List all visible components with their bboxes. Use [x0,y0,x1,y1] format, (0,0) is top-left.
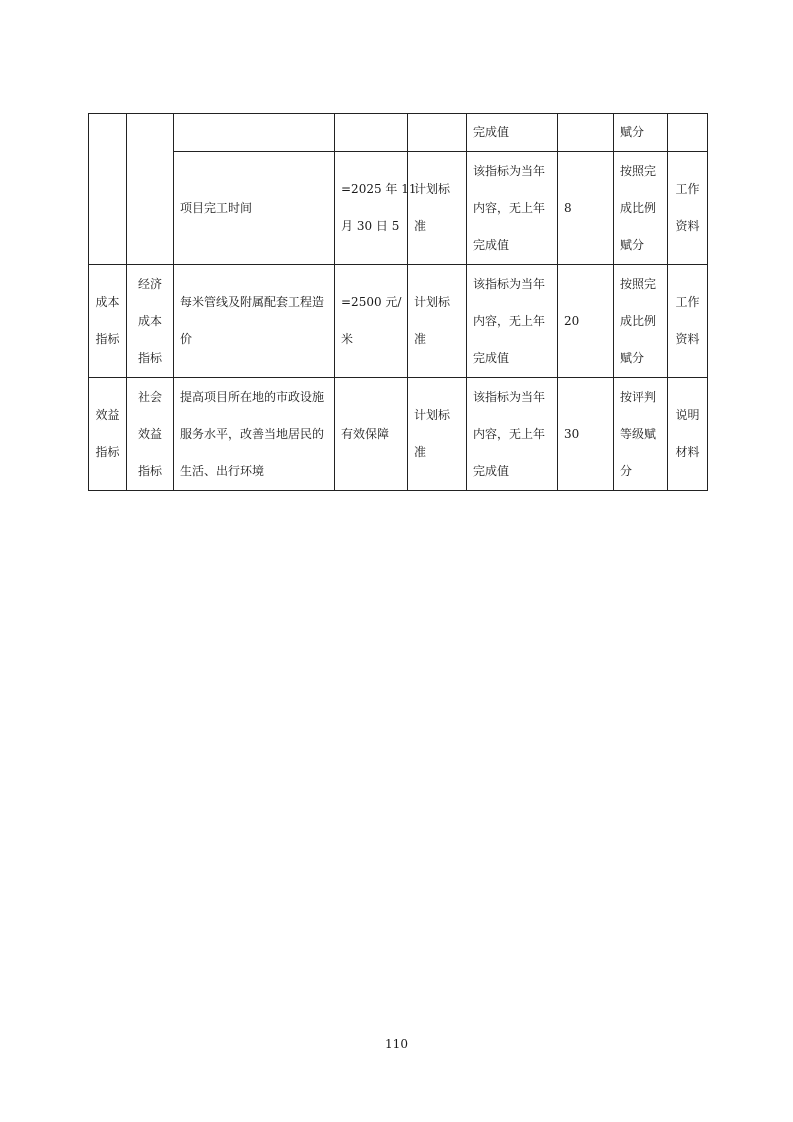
cell-text: 指标 [137,463,162,478]
cell-text: 内容，无上年 [473,313,546,328]
cell-level1 [89,265,127,378]
cell-text: 米 [341,332,354,346]
cell-text: 社会 [137,389,162,404]
cell-text: 完成值 [473,237,510,252]
cell-method [614,114,668,152]
cell-text: 完成值 [473,463,510,478]
cell-text: 等级赋 [620,426,657,441]
cell-text: 分 [620,463,633,478]
cell-standard [408,265,467,378]
cell-text: 30 [564,426,580,441]
cell-evidence [668,265,708,378]
cell-target [335,378,408,491]
cell-explanation [467,114,558,152]
cell-explanation [467,152,558,265]
cell-target [335,114,408,152]
cell-text: 效益 [95,408,120,422]
cell-text: =2500 元/ [341,295,402,309]
cell-text: 8 [564,200,572,215]
cell-text: 说明 [675,408,700,422]
table-row [89,378,708,491]
cell-text: 服务水平，改善当地居民的 [180,426,325,441]
cell-level2 [127,265,174,378]
table-row [89,265,708,378]
cell-explanation [467,378,558,491]
cell-level1 [89,378,127,491]
table-body [89,114,708,491]
cell-target [335,265,408,378]
cell-method [614,152,668,265]
cell-text: 按照完 [620,276,657,291]
cell-text: 准 [414,219,427,233]
cell-standard [408,378,467,491]
cell-text: 有效保障 [341,426,390,441]
cell-standard [408,114,467,152]
cell-level2 [127,378,174,491]
cell-text: 经济 [137,276,162,291]
cell-text: 计划标 [414,182,451,196]
cell-indicator [174,152,335,265]
page-number: 110 [385,1037,408,1051]
cell-text: 赋分 [620,350,645,365]
cell-text: 工作 [675,182,700,196]
cell-text: 该指标为当年 [473,389,546,404]
table-row [89,152,708,265]
cell-weight [558,265,614,378]
cell-text: 20 [564,313,580,328]
cell-text: 工作 [675,295,700,309]
cell-text: 生活、出行环境 [180,463,265,478]
cell-text: 计划标 [414,408,451,422]
cell-standard [408,152,467,265]
cell-text: 该指标为当年 [473,276,546,291]
cell-text: 成本 [95,295,120,309]
cell-indicator [174,378,335,491]
cell-evidence [668,378,708,491]
cell-text: 指标 [95,445,120,459]
cell-level2 [127,114,174,265]
cell-evidence [668,152,708,265]
cell-level1 [89,114,127,265]
cell-text: 价 [180,332,193,346]
cell-text: 按评判 [620,389,657,404]
cell-indicator [174,265,335,378]
cell-text: 赋分 [620,237,645,252]
cell-text: 指标 [137,350,162,365]
cell-method [614,265,668,378]
cell-weight [558,114,614,152]
cell-text: 项目完工时间 [180,200,253,215]
cell-text: 准 [414,332,427,346]
cell-text: 资料 [675,332,700,346]
cell-method [614,378,668,491]
cell-text: 效益 [137,426,162,441]
cell-text: 计划标 [414,295,451,309]
cell-explanation [467,265,558,378]
cell-text: 成比例 [620,200,657,215]
cell-text: 内容，无上年 [473,426,546,441]
cell-text: 提高项目所在地的市政设施 [180,389,325,404]
cell-weight [558,152,614,265]
cell-text: 材料 [675,445,700,459]
cell-text: 成本 [137,313,162,328]
cell-text: 准 [414,445,427,459]
cell-text: 指标 [95,332,120,346]
cell-text: 完成值 [473,125,510,139]
cell-text: 该指标为当年 [473,163,546,178]
cell-text: 完成值 [473,350,510,365]
cell-text: =2025 年 11 [341,182,417,196]
cell-indicator [174,114,335,152]
performance-indicator-table [88,113,708,491]
cell-text: 资料 [675,219,700,233]
table-row [89,114,708,152]
cell-evidence [668,114,708,152]
cell-text: 月 30 日 5 [341,219,400,233]
cell-text: 按照完 [620,163,657,178]
cell-weight [558,378,614,491]
cell-text: 内容，无上年 [473,200,546,215]
cell-target [335,152,417,265]
cell-text: 赋分 [620,125,645,139]
cell-text: 每米管线及附属配套工程造 [180,295,325,309]
cell-text: 成比例 [620,313,657,328]
